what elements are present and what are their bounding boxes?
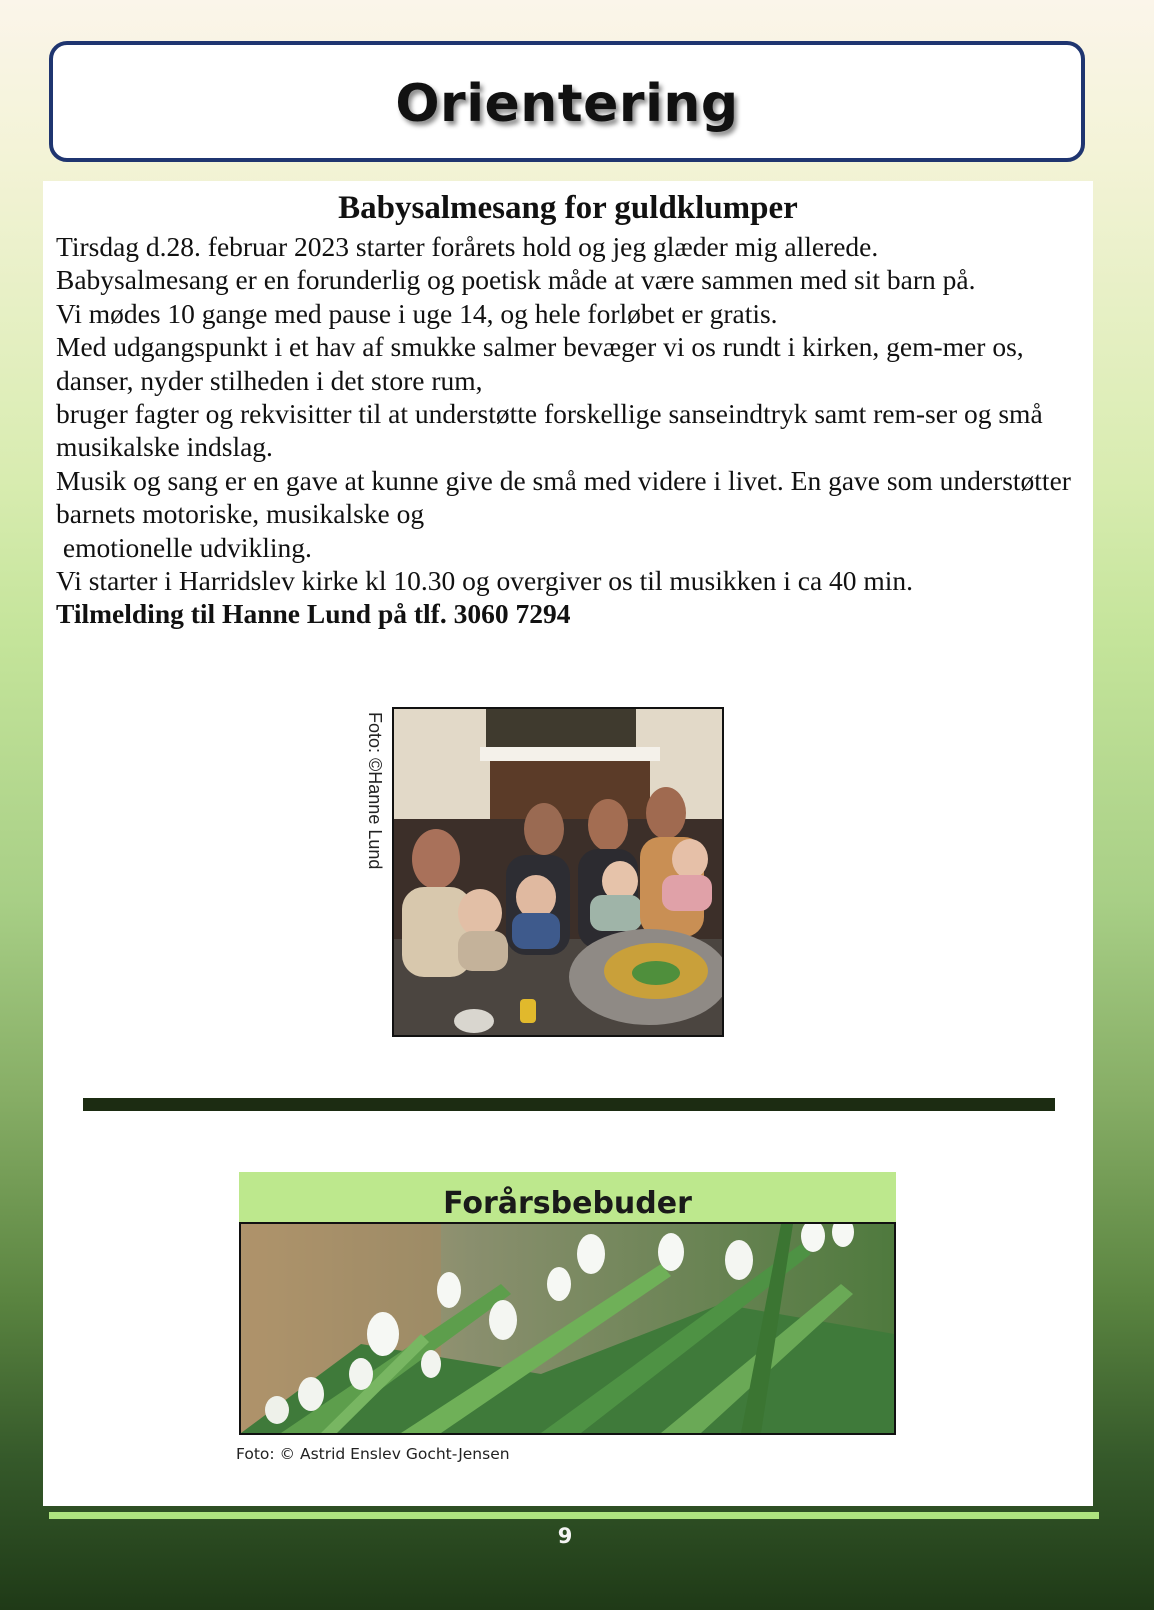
article-paragraph: emotionelle udvikling. [56,531,312,563]
footer-line [49,1512,1099,1519]
signup-info: Tilmelding til Hanne Lund på tlf. 3060 7294 [56,598,571,630]
snowdrop-photo [239,1222,896,1435]
page-number: 9 [557,1524,573,1548]
article-paragraph: Tirsdag d.28. februar 2023 starter forårets hold og jeg glæder mig allerede. [56,231,879,262]
article-paragraph: Musik og sang er en gave at kunne give de små med videre i livet. En gave som understøtter barnets motoriske, musikalske og [56,464,1078,530]
article-paragraph: Med udgangspunkt i et hav af smukke salmer bevæger vi os rundt i kirken, gem-mer os, danser, nyder stilheden i det store rum, [56,331,1031,396]
photo-credit-text: Foto: ©Hanne Lund [365,712,385,870]
spring-photo-credit: Foto: © Astrid Enslev Gocht-Jensen [236,1445,510,1463]
section-divider [83,1098,1055,1111]
article-paragraph: Vi starter i Harridslev kirke kl 10.30 og overgiver os til musikken i ca 40 min. [56,565,914,597]
article-body [56,230,1086,631]
article-paragraph: Babysalmesang er en forunderlig og poetisk måde at være sammen med sit barn på. [56,264,976,296]
spring-title: Forårsbebuder [239,1172,896,1222]
content-panel [43,181,1093,1506]
photo-credit-vertical [357,710,387,890]
babysalmesang-photo [392,707,724,1037]
article-title: Babysalmesang for guldklumper [338,190,798,226]
section-title: Orientering [395,73,739,134]
spring-section [239,1172,896,1435]
section-header [49,41,1085,162]
article-paragraph: bruger fagter og rekvisitter til at understøtte forskellige sanseindtryk samt rem-ser og små musikalske indslag. [56,398,1050,463]
article-paragraph: Vi mødes 10 gange med pause i uge 14, og hele forløbet er gratis. [56,297,778,329]
